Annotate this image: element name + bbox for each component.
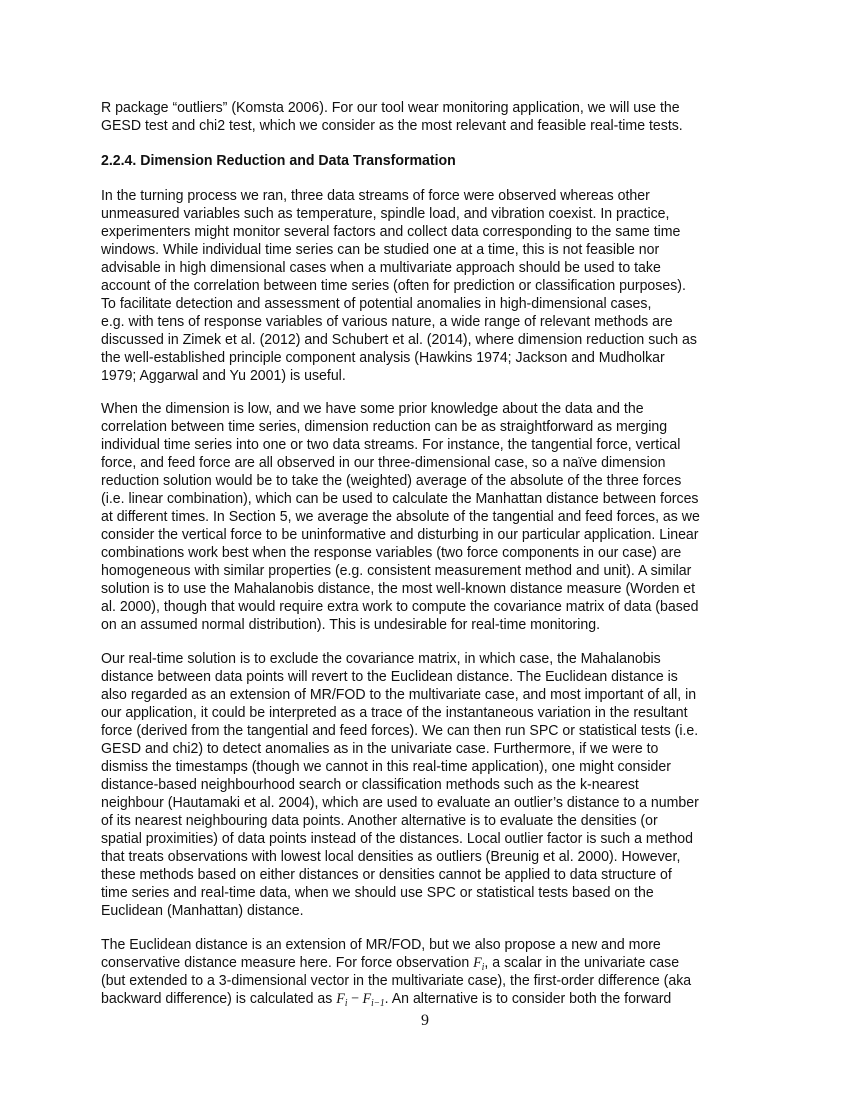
- text-line: To facilitate detection and assessment of potential anomalies in high-dimensional cases,: [101, 295, 652, 312]
- text-line: unmeasured variables such as temperature, spindle load, and vibration coexist. In practice,: [101, 205, 670, 222]
- text-segment: conservative distance measure here. For force observation: [101, 954, 474, 971]
- text-line: In the turning process we ran, three data streams of force were observed whereas other: [101, 187, 650, 204]
- text-line: our application, it could be interpreted as a trace of the instantaneous variation in the resultant: [101, 704, 688, 721]
- math-F-i: $F_i$: [473, 954, 485, 973]
- math-backward-difference: $F_i - F_{i-1}$: [336, 990, 385, 1009]
- text-line: that treats observations with lowest local densities as outliers (Breunig et al. 2000). However,: [101, 848, 681, 865]
- text-line: individual time series into one or two data streams. For instance, the tangential force, vertical: [101, 436, 681, 453]
- text-line: advisable in high dimensional cases when a multivariate approach should be used to take: [101, 259, 661, 276]
- text-line: (i.e. linear combination), which can be used to calculate the Manhattan distance between forces: [101, 490, 699, 507]
- text-line: combinations work best when the response variables (two force components in our case) are: [101, 544, 682, 561]
- text-line: of its nearest neighbouring data points. Another alternative is to evaluate the densities (or: [101, 812, 658, 829]
- text-line: distance between data points will revert to the Euclidean distance. The Euclidean distance is: [101, 668, 678, 685]
- text-line: these methods based on either distances or densities cannot be applied to data structure of: [101, 866, 672, 883]
- text-segment: backward difference) is calculated as: [101, 990, 337, 1007]
- text-line: reduction solution would be to take the (weighted) average of the absolute of the three forces: [101, 472, 682, 489]
- text-line: experimenters might monitor several factors and collect data corresponding to the same time: [101, 223, 681, 240]
- text-line: discussed in Zimek et al. (2012) and Schubert et al. (2014), where dimension reduction such as: [101, 331, 697, 348]
- text-line: consider the vertical force to be uninformative and disturbing in our particular application. Linear: [101, 526, 699, 543]
- text-line: time series and real-time data, when we should use SPC or statistical tests based on the: [101, 884, 654, 901]
- text-line: the well-established principle component analysis (Hawkins 1974; Jackson and Mudholkar: [101, 349, 665, 366]
- text-line: The Euclidean distance is an extension of MR/FOD, but we also propose a new and more: [101, 936, 661, 953]
- text-line: dismiss the timestamps (though we cannot in this real-time application), one might consider: [101, 758, 671, 775]
- text-line: R package “outliers” (Komsta 2006). For our tool wear monitoring application, we will use the: [101, 99, 680, 116]
- text-segment: . An alternative is to consider both the forward: [384, 990, 672, 1007]
- text-line: force, and feed force are all observed in our three-dimensional case, so a naïve dimension: [101, 454, 666, 471]
- text-segment: , a scalar in the univariate case: [484, 954, 680, 971]
- text-line: GESD and chi2) to detect anomalies as in the univariate case. Furthermore, if we were to: [101, 740, 659, 757]
- text-line: Our real-time solution is to exclude the covariance matrix, in which case, the Mahalanobis: [101, 650, 661, 667]
- text-line: GESD test and chi2 test, which we consider as the most relevant and feasible real-time tests.: [101, 117, 683, 134]
- text-line: correlation between time series, dimension reduction can be as straightforward as merging: [101, 418, 668, 435]
- page-number: 9: [421, 1012, 429, 1029]
- text-line: 1979; Aggarwal and Yu 2001) is useful.: [101, 367, 346, 384]
- text-line: homogeneous with similar properties (e.g. consistent measurement method and unit). A similar: [101, 562, 692, 579]
- text-line: windows. While individual time series can be studied one at a time, this is not feasible nor: [101, 241, 660, 258]
- text-line: solution is to use the Mahalanobis distance, the most well-known distance measure (Worden et: [101, 580, 696, 597]
- text-line: When the dimension is low, and we have some prior knowledge about the data and the: [101, 400, 644, 417]
- text-line: (but extended to a 3-dimensional vector in the multivariate case), the first-order difference (aka: [101, 972, 692, 989]
- text-line: force (derived from the tangential and feed forces). We can then run SPC or statistical tests (i.e.: [101, 722, 699, 739]
- text-line: account of the correlation between time series (often for prediction or classification purposes).: [101, 277, 686, 294]
- text-line: [101, 990, 671, 1013]
- section-heading: 2.2.4. Dimension Reduction and Data Transformation: [101, 152, 456, 169]
- text-line: e.g. with tens of response variables of various nature, a wide range of relevant methods are: [101, 313, 673, 330]
- text-line: Euclidean (Manhattan) distance.: [101, 902, 304, 919]
- text-line: neighbour (Hautamaki et al. 2004), which are used to evaluate an outlier’s distance to a number: [101, 794, 699, 811]
- text-line: distance-based neighbourhood search or classification methods such as the k-nearest: [101, 776, 639, 793]
- text-line: at different times. In Section 5, we average the absolute of the tangential and feed forces, as we: [101, 508, 700, 525]
- text-line: spatial proximities) of data points instead of the distances. Local outlier factor is such a method: [101, 830, 693, 847]
- text-line: al. 2000), though that would require extra work to compute the covariance matrix of data (based: [101, 598, 699, 615]
- text-line: on an assumed normal distribution). This is undesirable for real-time monitoring.: [101, 616, 601, 633]
- text-line: also regarded as an extension of MR/FOD to the multivariate case, and most important of all, in: [101, 686, 697, 703]
